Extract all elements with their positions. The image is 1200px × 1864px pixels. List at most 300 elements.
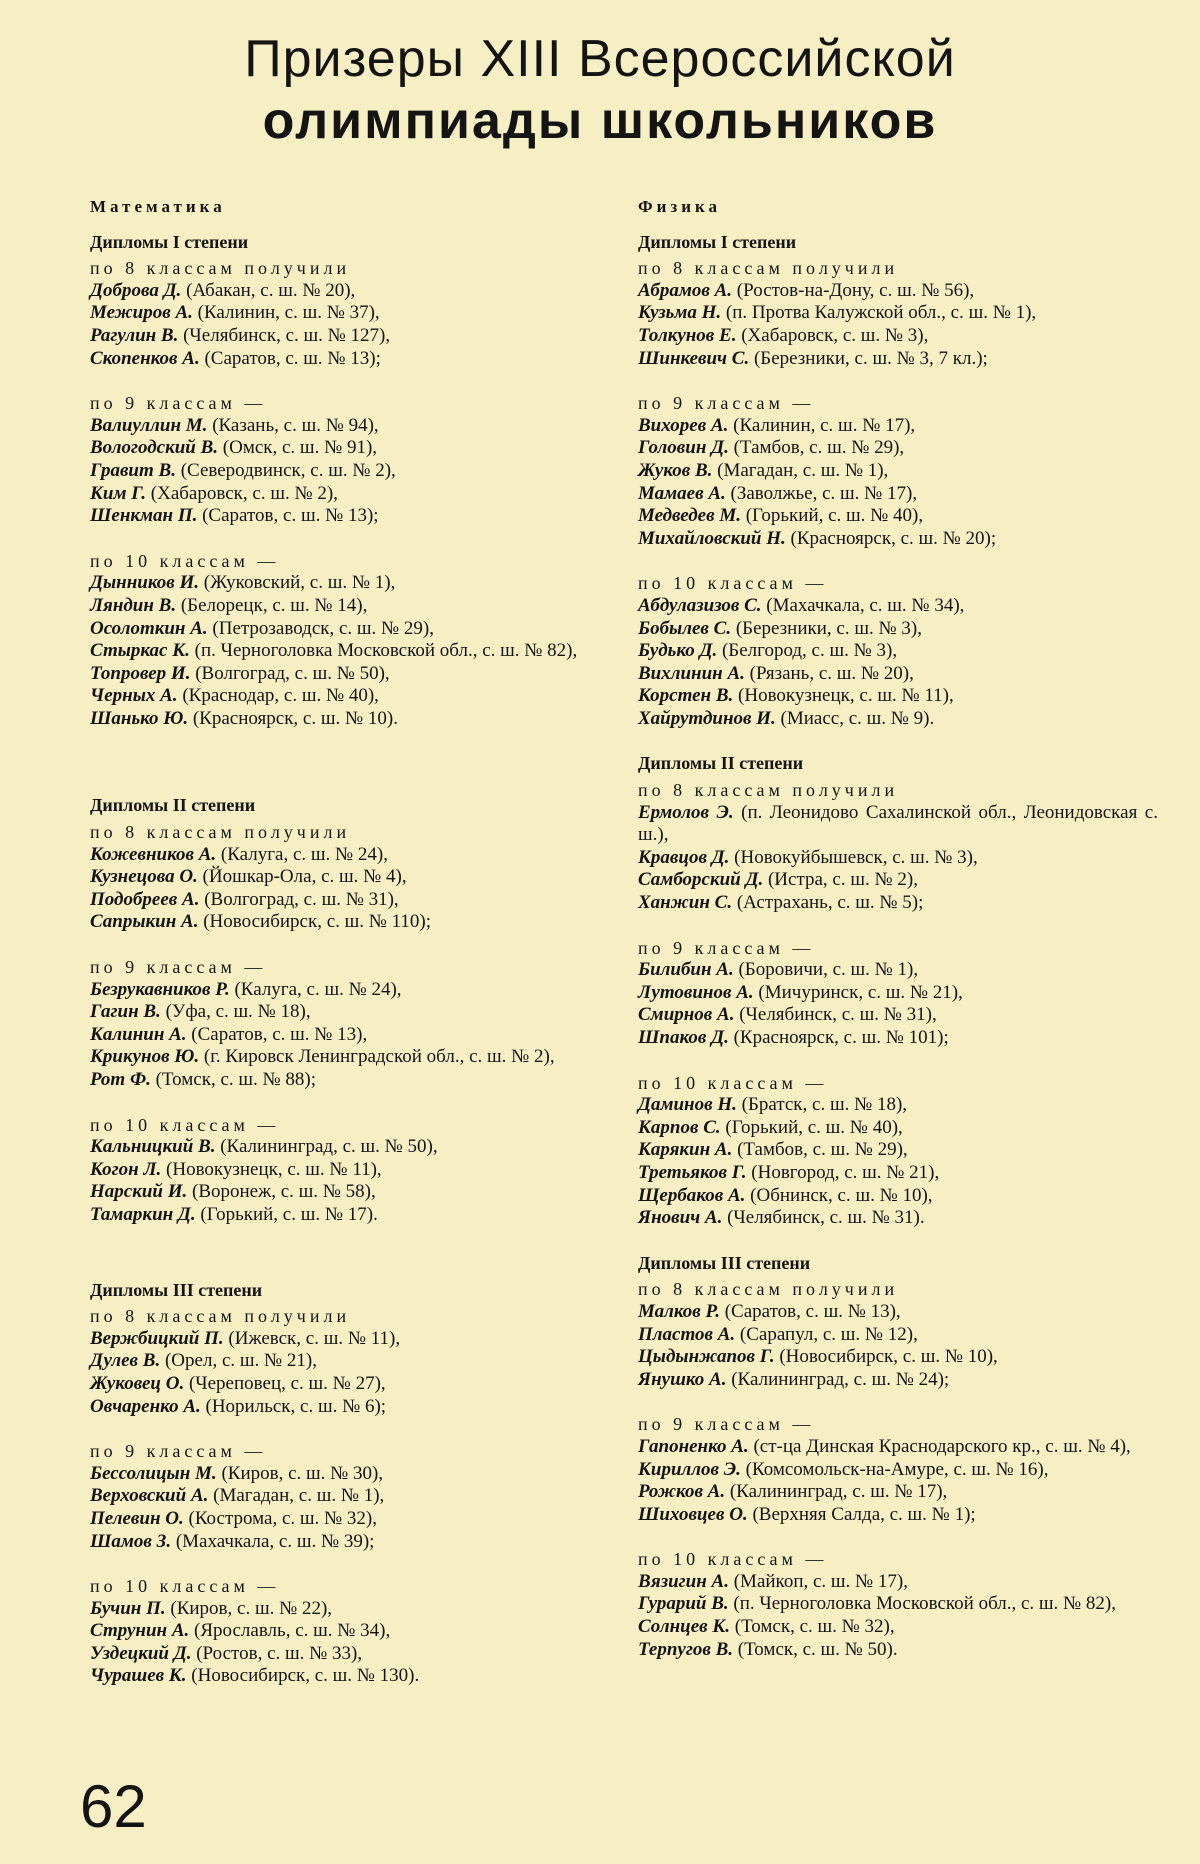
school-details: (Белгород, с. ш. № 3), <box>721 640 898 662</box>
prize-winner-entry <box>90 595 610 618</box>
grade-group <box>638 257 1158 370</box>
school-details: (Ростов, с. ш. № 33), <box>196 1642 363 1664</box>
winner-name: Дынников И. <box>90 572 199 594</box>
winner-name: Смирнов А. <box>638 1004 735 1026</box>
winner-name: Лутовинов А. <box>638 981 754 1003</box>
grade-label: по 8 классам получили <box>90 822 351 843</box>
grade-group <box>638 937 1158 1050</box>
grade-group <box>638 1548 1158 1661</box>
winner-name: Пелевин О. <box>90 1507 184 1529</box>
school-details: (Красноярск, с. ш. № 101); <box>733 1027 949 1048</box>
grade-group <box>90 1305 610 1418</box>
mathematics-column <box>90 196 610 1710</box>
prize-winner-entry <box>90 1531 610 1554</box>
prize-winner-entry <box>90 1643 610 1666</box>
winner-name: Скопенков А. <box>90 347 200 369</box>
school-details: (Абакан, с. ш. № 20), <box>186 279 356 301</box>
prize-winner-entry <box>638 982 1158 1005</box>
winner-name: Струнин А. <box>90 1620 190 1642</box>
winner-name: Гапоненко А. <box>638 1435 749 1457</box>
prize-winner-entry <box>90 844 610 867</box>
winner-name: Кириллов Э. <box>638 1458 741 1480</box>
winner-name: Шенкман П. <box>90 505 198 527</box>
grade-label: по 8 классам получили <box>638 1279 899 1300</box>
winner-name: Третьяков Г. <box>638 1161 747 1183</box>
school-details: (Горький, с. ш. № 40), <box>725 1116 903 1138</box>
winner-name: Подобреев А. <box>90 888 200 910</box>
winner-name: Осолоткин А. <box>90 617 208 639</box>
school-details: (Новосибирск, с. ш. № 10), <box>779 1346 998 1368</box>
school-details: (п. Черноголовка Московской обл., с. ш. № 82), <box>194 640 578 662</box>
grade-label: по 10 классам — <box>90 550 280 571</box>
prize-winner-entry <box>90 325 610 348</box>
school-details: (г. Кировск Ленинградской обл., с. ш. № 2), <box>203 1046 555 1068</box>
grade-label: по 8 классам получили <box>90 1306 351 1327</box>
winner-name: Медведев М. <box>638 505 741 527</box>
prize-winner-entry <box>90 889 610 912</box>
winner-name: Шанько Ю. <box>90 707 189 729</box>
winner-name: Толкунов Е. <box>638 324 737 346</box>
winner-name: Кравцов Д. <box>638 846 730 868</box>
prize-winner-entry <box>90 302 610 325</box>
grade-group <box>638 392 1158 550</box>
physics-column <box>638 196 1158 1683</box>
school-details: (Магадан, с. ш. № 1), <box>717 459 889 481</box>
prize-winner-entry <box>638 685 1158 708</box>
school-details: (Жуковский, с. ш. № 1), <box>203 572 396 594</box>
winner-name: Топровер И. <box>90 662 191 684</box>
school-details: (Хабаровск, с. ш. № 3), <box>741 324 929 346</box>
diploma-section <box>638 231 1158 731</box>
school-details: (Горький, с. ш. № 40), <box>745 505 924 527</box>
prize-winner-entry <box>638 1459 1158 1482</box>
prize-winner-entry <box>90 685 610 708</box>
grade-group <box>90 821 610 934</box>
school-details: (Красноярск, с. ш. № 20); <box>790 527 997 549</box>
winner-name: Крикунов Ю. <box>90 1046 200 1068</box>
school-details: (Магадан, с. ш. № 1), <box>213 1485 385 1507</box>
grade-label: по 10 классам — <box>638 1549 828 1570</box>
prize-winner-entry <box>638 1436 1158 1459</box>
winner-name: Бессолицын М. <box>90 1462 217 1484</box>
school-details: (Казань, с. ш. № 94), <box>212 414 379 436</box>
prize-winner-entry <box>638 1346 1158 1369</box>
school-details: (Боровичи, с. ш. № 1), <box>738 959 919 981</box>
school-details: (Комсомольск-на-Амуре, с. ш. № 16), <box>745 1458 1049 1480</box>
school-details: (Истра, с. ш. № 2), <box>767 869 918 891</box>
diploma-heading: Дипломы III степени <box>90 1279 263 1300</box>
winner-name: Ермолов Э. <box>638 801 734 823</box>
page-number: 62 <box>80 1773 147 1840</box>
prize-winner-entry <box>638 1369 1158 1392</box>
prize-winner-entry <box>90 1069 610 1092</box>
school-details: (Волгоград, с. ш. № 31), <box>204 888 399 910</box>
school-details: (Красноярск, с. ш. № 10). <box>192 707 398 729</box>
prize-winner-entry <box>638 528 1158 551</box>
winner-name: Янушко А. <box>638 1368 727 1390</box>
winner-name: Дулев В. <box>90 1350 161 1372</box>
winner-name: Корстен В. <box>638 685 734 707</box>
winner-name: Чурашев К. <box>90 1665 187 1687</box>
school-details: (Калинин, с. ш. № 37), <box>197 302 380 324</box>
winner-name: Жуков В. <box>638 459 713 481</box>
winner-name: Безрукавников Р. <box>90 978 230 1000</box>
school-details: (Челябинск, с. ш. № 31), <box>739 1004 937 1026</box>
prize-winner-entry <box>638 1481 1158 1504</box>
winner-name: Вихорев А. <box>638 414 729 436</box>
school-details: (Калининград, с. ш. № 24); <box>731 1368 950 1390</box>
school-details: (Сарапул, с. ш. № 12), <box>739 1323 918 1345</box>
school-details: (Томск, с. ш. № 50). <box>737 1638 898 1660</box>
winner-name: Нарский И. <box>90 1181 188 1203</box>
prize-winner-entry <box>90 1620 610 1643</box>
winner-name: Вержбицкий П. <box>90 1327 224 1349</box>
grade-label: по 9 классам — <box>638 393 815 414</box>
school-details: (Калуга, с. ш. № 24), <box>234 978 402 1000</box>
school-details: (Новгород, с. ш. № 21), <box>751 1161 940 1183</box>
school-details: (Березники, с. ш. № 3), <box>735 617 922 639</box>
prize-winner-entry <box>638 1004 1158 1027</box>
winner-name: Доброва Д. <box>90 279 182 301</box>
school-details: (Петрозаводск, с. ш. № 29), <box>212 617 435 639</box>
prize-winner-entry <box>638 618 1158 641</box>
diploma-section <box>90 794 610 1226</box>
winner-name: Абдулазизов С. <box>638 594 762 616</box>
winner-name: Кузнецова О. <box>90 866 198 888</box>
grade-label: по 8 классам получили <box>638 780 899 801</box>
grade-group <box>638 1072 1158 1230</box>
subject-heading: Физика <box>638 197 722 216</box>
school-details: (Саратов, с. ш. № 13); <box>202 505 379 527</box>
winner-name: Бобылев С. <box>638 617 732 639</box>
school-details: (Череповец, с. ш. № 27), <box>188 1372 386 1394</box>
school-details: (Рязань, с. ш. № 20), <box>749 662 914 684</box>
school-details: (Челябинск, с. ш. № 31). <box>727 1207 925 1229</box>
prize-winner-entry <box>638 847 1158 870</box>
prize-winner-entry <box>638 708 1158 731</box>
prize-winner-entry <box>90 1350 610 1373</box>
winner-name: Малков Р. <box>638 1300 720 1322</box>
prize-winner-entry <box>90 1136 610 1159</box>
grade-label: по 8 классам получили <box>638 258 899 279</box>
winner-name: Вологодский В. <box>90 437 219 459</box>
winner-name: Абрамов А. <box>638 279 733 301</box>
school-details: (Махачкала, с. ш. № 34), <box>766 594 965 616</box>
grade-label: по 9 классам — <box>638 1414 815 1435</box>
grade-group <box>90 550 610 731</box>
winner-name: Кожевников А. <box>90 843 217 865</box>
prize-winner-entry <box>638 1162 1158 1185</box>
winner-name: Тамаркин Д. <box>90 1203 196 1225</box>
winner-name: Головин Д. <box>638 437 729 459</box>
school-details: (Майкоп, с. ш. № 17), <box>733 1570 909 1592</box>
winner-name: Кальницкий В. <box>90 1136 216 1158</box>
winner-name: Карпов С. <box>638 1116 721 1138</box>
school-details: (ст-ца Динская Краснодарского кр., с. ш. № 4), <box>753 1435 1131 1457</box>
winner-name: Хайрутдинов И. <box>638 707 776 729</box>
winner-name: Ханжин С. <box>638 892 733 914</box>
winner-name: Гагин В. <box>90 1001 161 1023</box>
grade-label: по 8 классам получили <box>90 258 351 279</box>
prize-winner-entry <box>90 911 610 934</box>
prize-winner-entry <box>90 1396 610 1419</box>
school-details: (Волгоград, с. ш. № 50), <box>195 662 390 684</box>
prize-winner-entry <box>638 1027 1158 1050</box>
grade-label: по 9 классам — <box>90 1441 267 1462</box>
grade-group <box>638 779 1158 915</box>
diploma-heading: Дипломы II степени <box>638 753 804 774</box>
prize-winner-entry <box>638 505 1158 528</box>
school-details: (Мичуринск, с. ш. № 21), <box>758 981 963 1003</box>
school-details: (Новокузнецк, с. ш. № 11), <box>738 685 954 707</box>
school-details: (Киров, с. ш. № 22), <box>170 1597 333 1619</box>
school-details: (Миасс, с. ш. № 9). <box>780 707 935 729</box>
winner-name: Будько Д. <box>638 640 718 662</box>
prize-winner-entry <box>90 1598 610 1621</box>
prize-winner-entry <box>90 460 610 483</box>
grade-label: по 10 классам — <box>638 1072 828 1093</box>
school-details: (Томск, с. ш. № 88); <box>155 1069 316 1090</box>
prize-winner-entry <box>638 1504 1158 1527</box>
prize-winner-entry <box>90 866 610 889</box>
prize-winner-entry <box>90 505 610 528</box>
prize-winner-entry <box>90 1159 610 1182</box>
page-title-line1: Призеры XIII Всероссийской <box>244 30 956 88</box>
prize-winner-entry <box>90 1046 610 1069</box>
prize-winner-entry <box>90 1204 610 1227</box>
prize-winner-entry <box>90 1665 610 1688</box>
winner-name: Самборский Д. <box>638 869 764 891</box>
winner-name: Щербаков А. <box>638 1184 746 1206</box>
grade-group <box>638 572 1158 730</box>
winner-name: Уздецкий Д. <box>90 1642 192 1664</box>
winner-name: Билибин А. <box>638 959 734 981</box>
prize-winner-entry <box>638 483 1158 506</box>
school-details: (Тамбов, с. ш. № 29), <box>737 1139 908 1161</box>
grade-label: по 10 классам — <box>638 573 828 594</box>
school-details: (Березники, с. ш. № 3, 7 кл.); <box>753 347 988 369</box>
grade-group <box>90 1575 610 1688</box>
school-details: (Саратов, с. ш. № 13), <box>191 1023 368 1045</box>
school-details: (Заволжье, с. ш. № 17), <box>730 482 918 504</box>
winner-name: Пластов А. <box>638 1323 736 1345</box>
grade-group <box>90 392 610 528</box>
school-details: (Йошкар-Ола, с. ш. № 4), <box>202 866 407 888</box>
school-details: (Верхняя Салда, с. ш. № 1); <box>752 1503 976 1525</box>
prize-winner-entry <box>638 1639 1158 1662</box>
prize-winner-entry <box>90 437 610 460</box>
winner-name: Межиров А. <box>90 302 193 324</box>
prize-winner-entry <box>638 1324 1158 1347</box>
school-details: (Белорецк, с. ш. № 14), <box>180 594 368 616</box>
prize-winner-entry <box>638 663 1158 686</box>
school-details: (Астрахань, с. ш. № 5); <box>736 892 924 914</box>
school-details: (Норильск, с. ш. № 6); <box>205 1395 387 1417</box>
school-details: (Калининград, с. ш. № 50), <box>220 1136 438 1158</box>
prize-winner-entry <box>638 640 1158 663</box>
winner-name: Шиховцев О. <box>638 1503 748 1525</box>
prize-winner-entry <box>90 663 610 686</box>
school-details: (Киров, с. ш. № 30), <box>221 1462 384 1484</box>
grade-label: по 10 классам — <box>90 1576 280 1597</box>
school-details: (Обнинск, с. ш. № 10), <box>750 1184 933 1206</box>
winner-name: Когон Л. <box>90 1158 162 1180</box>
winner-name: Янович А. <box>638 1207 723 1229</box>
prize-winner-entry <box>638 1094 1158 1117</box>
school-details: (Омск, с. ш. № 91), <box>222 437 378 459</box>
school-details: (Новокузнецк, с. ш. № 11), <box>166 1158 382 1180</box>
winner-name: Бучин П. <box>90 1597 166 1619</box>
school-details: (Новокуйбышевск, с. ш. № 3), <box>734 846 978 868</box>
page-title-line2: олимпиады школьников <box>262 92 938 150</box>
section-spacer <box>90 752 610 794</box>
winner-name: Вязигин А. <box>638 1570 729 1592</box>
winner-name: Шинкевич С. <box>638 347 750 369</box>
prize-winner-entry <box>90 1463 610 1486</box>
winner-name: Жуковец О. <box>90 1372 185 1394</box>
school-details: (Северодвинск, с. ш. № 2), <box>180 459 396 481</box>
winner-name: Верховский А. <box>90 1485 209 1507</box>
prize-winner-entry <box>638 437 1158 460</box>
school-details: (Томск, с. ш. № 32), <box>734 1616 895 1638</box>
diploma-heading: Дипломы II степени <box>90 795 256 816</box>
prize-winner-entry <box>638 415 1158 438</box>
school-details: (Калининград, с. ш. № 17), <box>729 1481 948 1503</box>
prize-winner-entry <box>90 280 610 303</box>
school-details: (Ижевск, с. ш. № 11), <box>228 1327 401 1349</box>
winner-name: Кузьма Н. <box>638 302 722 324</box>
winner-name: Вихлинин А. <box>638 662 745 684</box>
prize-winner-entry <box>638 302 1158 325</box>
prize-winner-entry <box>638 325 1158 348</box>
prize-winner-entry <box>638 1207 1158 1230</box>
school-details: (Братск, с. ш. № 18), <box>741 1094 908 1116</box>
winner-name: Калинин А. <box>90 1023 187 1045</box>
prize-winner-entry <box>90 415 610 438</box>
school-details: (п. Протва Калужской обл., с. ш. № 1), <box>725 302 1037 324</box>
grade-label: по 9 классам — <box>90 957 267 978</box>
prize-winner-entry <box>90 1373 610 1396</box>
prize-winner-entry <box>638 802 1158 847</box>
prize-winner-entry <box>90 1001 610 1024</box>
prize-winner-entry <box>90 708 610 731</box>
school-details: (Хабаровск, с. ш. № 2), <box>150 482 338 504</box>
school-details: (п. Леонидово Сахалинской обл., Леонидовская с. ш.), <box>638 801 1158 846</box>
school-details: (Челябинск, с. ш. № 127), <box>183 324 391 346</box>
prize-winner-entry <box>638 869 1158 892</box>
section-spacer <box>90 1249 610 1279</box>
prize-winner-entry <box>90 483 610 506</box>
grade-label: по 9 классам — <box>90 393 267 414</box>
prize-winner-entry <box>90 1181 610 1204</box>
diploma-section <box>638 1252 1158 1662</box>
diploma-section <box>90 231 610 731</box>
grade-label: по 9 классам — <box>638 937 815 958</box>
winner-name: Рагулин В. <box>90 324 179 346</box>
grade-group <box>638 1278 1158 1391</box>
school-details: (Саратов, с. ш. № 13), <box>724 1300 901 1322</box>
school-details: (Краснодар, с. ш. № 40), <box>182 685 379 707</box>
subject-heading: Математика <box>90 197 226 216</box>
grade-group <box>638 1413 1158 1526</box>
school-details: (Новосибирск, с. ш. № 130). <box>191 1665 420 1687</box>
school-details: (Ярославль, с. ш. № 34), <box>194 1620 391 1642</box>
winner-name: Мамаев А. <box>638 482 726 504</box>
prize-winner-entry <box>638 1593 1158 1616</box>
school-details: (Ростов-на-Дону, с. ш. № 56), <box>736 279 975 301</box>
winner-name: Солнцев К. <box>638 1616 731 1638</box>
prize-winner-entry <box>90 348 610 371</box>
school-details: (Горький, с. ш. № 17). <box>200 1203 378 1225</box>
prize-winner-entry <box>638 892 1158 915</box>
winner-name: Черных А. <box>90 685 178 707</box>
winner-name: Сапрыкин А. <box>90 911 199 933</box>
prize-winner-entry <box>638 1185 1158 1208</box>
school-details: (п. Черноголовка Московской обл., с. ш. № 82), <box>733 1593 1117 1615</box>
winner-name: Михайловский Н. <box>638 527 786 549</box>
winner-name: Ким Г. <box>90 482 147 504</box>
prize-winner-entry <box>90 1024 610 1047</box>
prize-winner-entry <box>90 979 610 1002</box>
winner-name: Цыдынжапов Г. <box>638 1346 775 1368</box>
school-details: (Калуга, с. ш. № 24), <box>220 843 388 865</box>
diploma-heading: Дипломы I степени <box>638 231 797 252</box>
winner-name: Карякин А. <box>638 1139 733 1161</box>
diploma-heading: Дипломы I степени <box>90 231 249 252</box>
school-details: (Уфа, с. ш. № 18), <box>165 1001 311 1023</box>
prize-winner-entry <box>638 1139 1158 1162</box>
grade-group <box>90 257 610 370</box>
winner-name: Ляндин В. <box>90 594 177 616</box>
prize-winner-entry <box>638 348 1158 371</box>
grade-label: по 10 классам — <box>90 1114 280 1135</box>
winner-name: Гравит В. <box>90 459 176 481</box>
school-details: (Кострома, с. ш. № 32), <box>188 1507 377 1529</box>
prize-winner-entry <box>90 1328 610 1351</box>
diploma-section <box>638 752 1158 1229</box>
school-details: (Саратов, с. ш. № 13); <box>204 347 381 369</box>
winner-name: Даминов Н. <box>638 1094 737 1116</box>
page-title <box>0 28 1200 152</box>
prize-winner-entry <box>90 640 610 663</box>
prize-winner-entry <box>90 618 610 641</box>
prize-winner-entry <box>90 572 610 595</box>
winner-name: Шамов З. <box>90 1530 172 1552</box>
winner-name: Рожков А. <box>638 1481 726 1503</box>
prize-winner-entry <box>638 1616 1158 1639</box>
prize-winner-entry <box>638 1571 1158 1594</box>
school-details: (Новосибирск, с. ш. № 110); <box>203 911 432 933</box>
winner-name: Овчаренко А. <box>90 1395 201 1417</box>
school-details: (Воронеж, с. ш. № 58), <box>192 1181 376 1203</box>
prize-winner-entry <box>638 280 1158 303</box>
grade-group <box>90 956 610 1092</box>
grade-group <box>90 1440 610 1553</box>
grade-group <box>90 1114 610 1227</box>
diploma-section <box>90 1279 610 1689</box>
prize-winner-entry <box>90 1508 610 1531</box>
prize-winner-entry <box>638 1301 1158 1324</box>
winner-name: Стыркас К. <box>90 640 190 662</box>
winner-name: Рот Ф. <box>90 1069 151 1090</box>
diploma-heading: Дипломы III степени <box>638 1252 811 1273</box>
school-details: (Калинин, с. ш. № 17), <box>733 414 916 436</box>
winner-name: Валиуллин М. <box>90 414 208 436</box>
prize-winner-entry <box>638 460 1158 483</box>
prize-winner-entry <box>638 595 1158 618</box>
school-details: (Тамбов, с. ш. № 29), <box>733 437 905 459</box>
school-details: (Орел, с. ш. № 21), <box>164 1350 317 1372</box>
